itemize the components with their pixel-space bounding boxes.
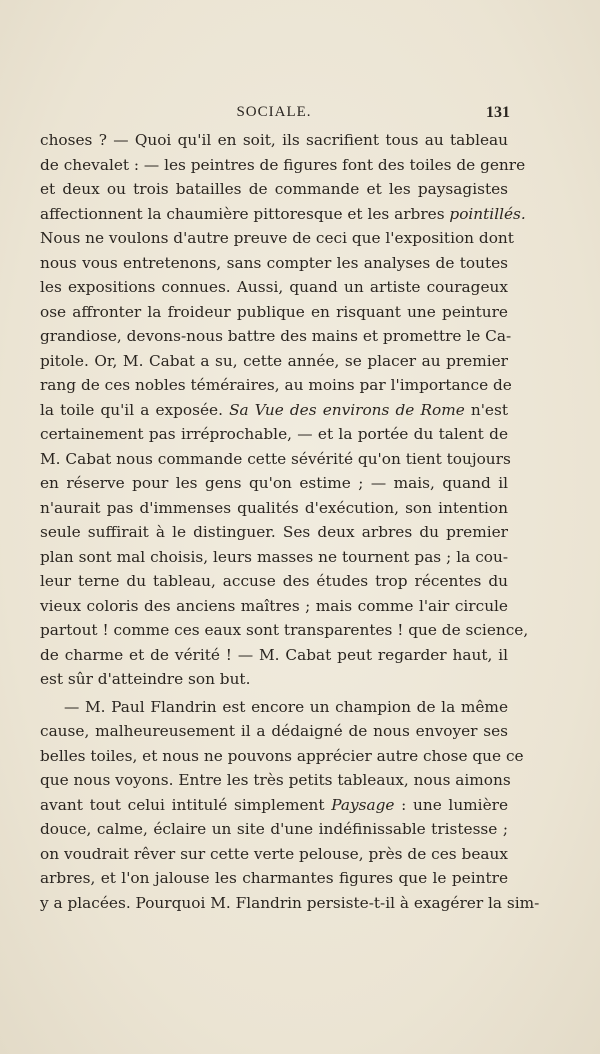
text-run: on voudrait rêver sur cette verte pelouse, près de ces beaux — [40, 844, 508, 863]
text-line — [40, 618, 529, 643]
text-line — [40, 251, 508, 276]
text-line — [40, 817, 508, 842]
text-line — [40, 719, 508, 744]
text-line — [40, 667, 508, 692]
text-run: y a placées. Pourquoi M. Flandrin persiste-t-il à exagérer la sim- — [40, 893, 540, 912]
text-line — [40, 373, 512, 398]
text-line — [40, 594, 508, 619]
text-line — [40, 569, 508, 594]
text-run: n'aurait pas d'immenses qualités d'exécution, son intention — [40, 498, 508, 517]
text-run: rang de ces nobles téméraires, au moins par l'importance de — [40, 376, 512, 394]
text-run: douce, calme, éclaire un site d'une indéfinissable tristesse ; — [40, 820, 508, 838]
text-line — [40, 300, 508, 325]
text-line — [40, 398, 508, 423]
text-run: de charme et de vérité ! — M. Cabat peut regarder haut, il — [40, 645, 508, 664]
text-run: que nous voyons. Entre les très petits tableaux, nous aimons — [40, 771, 511, 789]
text-line — [40, 128, 508, 153]
text-line — [40, 866, 508, 891]
text-run: affectionnent la chaumière pittoresque et les arbres — [40, 204, 450, 223]
text-line — [40, 520, 508, 545]
page-number: 131 — [486, 104, 510, 121]
body-text — [40, 128, 540, 915]
text-line — [40, 793, 508, 818]
text-run: les expositions connues. Aussi, quand un artiste courageux — [40, 278, 508, 296]
text-run: belles toiles, et nous ne pouvons apprécier autre chose que ce — [40, 746, 524, 765]
text-run: arbres, et l'on jalouse les charmantes figures que le peintre — [40, 869, 508, 887]
running-title: SOCIALE. — [236, 104, 312, 120]
text-run: M. Cabat nous commande cette sévérité qu'on tient toujours — [40, 449, 511, 468]
text-run: Nous ne voulons d'autre preuve de ceci que l'exposition dont — [40, 229, 514, 247]
text-run: certainement pas irréprochable, — et la portée du talent de — [40, 425, 508, 443]
text-run: — M. Paul Flandrin est encore un champion de la même — [64, 697, 508, 716]
text-line — [40, 768, 511, 793]
italic-title: Paysage — [331, 795, 395, 814]
text-run: seule suffirait à le distinguer. Ses deux arbres du premier — [40, 523, 508, 541]
text-run: leur terne du tableau, accuse des études trop récentes du — [40, 572, 508, 590]
text-line — [40, 177, 508, 202]
text-line — [40, 202, 526, 227]
text-run: ose affronter la froideur publique en risquant une peinture — [40, 302, 508, 321]
text-line — [40, 349, 508, 374]
text-run: : une lumière — [394, 795, 508, 814]
text-line — [40, 496, 508, 521]
text-line — [40, 447, 511, 472]
text-line — [40, 643, 508, 668]
running-head — [40, 104, 508, 126]
text-line — [40, 545, 508, 570]
text-line — [40, 471, 508, 496]
text-run: grandiose, devons-nous battre des mains et promettre le Ca- — [40, 327, 512, 345]
text-run: la toile qu'il a exposée. — [40, 400, 230, 419]
text-run: cause, malheureusement il a dédaigné de nous envoyer ses — [40, 722, 508, 740]
text-line — [40, 744, 524, 769]
text-run: avant tout celui intitulé simplement — [40, 795, 332, 814]
text-line — [40, 842, 508, 867]
text-run: et deux ou trois batailles de commande et les paysagistes — [40, 180, 508, 198]
text-run: est sûr d'atteindre son but. — [40, 670, 251, 688]
text-run: vieux coloris des anciens maîtres ; mais comme l'air circule — [40, 596, 508, 615]
text-line — [40, 891, 540, 916]
text-run: partout ! comme ces eaux sont transparentes ! que de science, — [40, 621, 529, 639]
text-line — [40, 275, 508, 300]
paragraph — [40, 128, 529, 692]
text-run: n'est — [464, 400, 508, 419]
italic-title: Sa Vue des environs de Rome — [229, 400, 465, 419]
paragraph — [40, 695, 540, 916]
text-run: en réserve pour les gens qu'on estime ; — mais, quand il — [40, 474, 508, 492]
text-run: plan sont mal choisis, leurs masses ne tournent pas ; la cou- — [40, 547, 508, 566]
text-run: choses ? — Quoi qu'il en soit, ils sacrifient tous au tableau — [40, 131, 508, 149]
text-run: de chevalet : — les peintres de figures font des toiles de genre — [40, 155, 526, 174]
text-line — [40, 324, 512, 349]
text-line — [40, 226, 514, 251]
italic-title: pointillés. — [449, 204, 526, 223]
text-run: pitole. Or, M. Cabat a su, cette année, se placer au premier — [40, 351, 508, 370]
text-run: nous vous entretenons, sans compter les analyses de toutes — [40, 253, 508, 272]
text-line — [40, 153, 526, 178]
text-line — [40, 695, 508, 720]
text-line — [40, 422, 508, 447]
